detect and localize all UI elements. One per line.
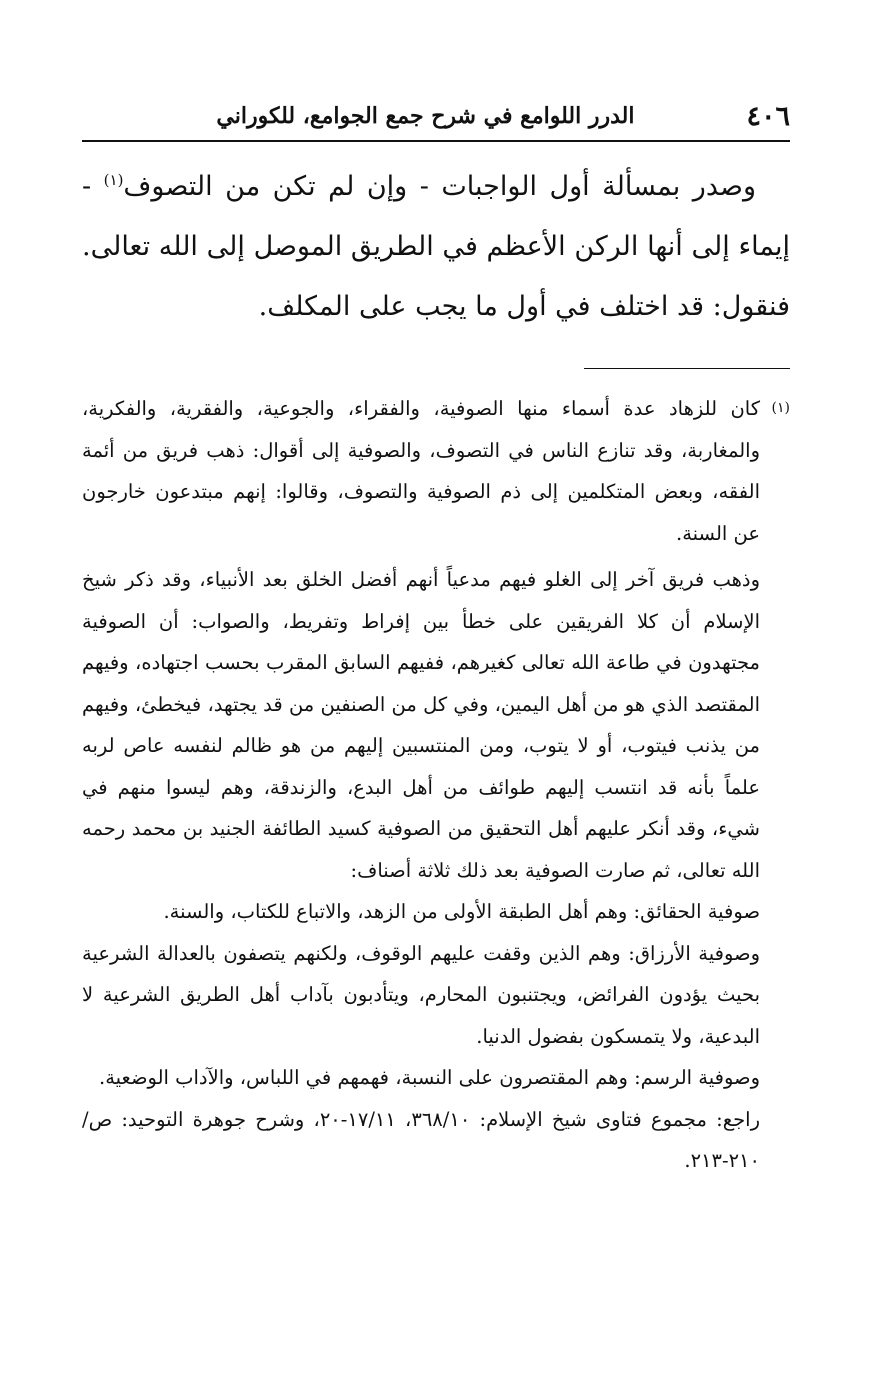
footnote-marker: (١) <box>103 171 124 189</box>
footnotes <box>82 388 790 1182</box>
footnote-paragraph <box>82 891 790 933</box>
footnote-rule <box>584 368 790 369</box>
main-paragraph <box>82 157 790 337</box>
footnote-text: كان للزهاد عدة أسماء منها الصوفية، والفقراء، والجوعية، والفقرية، والفكرية، والمغاربة، وقد تنازع الناس في التصوف، والصوفية إلى أقوال: ذهب فريق من أئمة الفقه، وبعض المتكلمين إلى ذم الصوفية والتصوف، وقالوا: إنهم مبتدعون خارجون عن السنة. <box>82 397 760 545</box>
footnote-text: وذهب فريق آخر إلى الغلو فيهم مدعياً أنهم أفضل الخلق بعد الأنبياء، وقد ذكر شيخ الإسلام أن كلا الفريقين على خطأ بين إفراط وتفريط، والصواب: أن الصوفية مجتهدون في طاعة الله تعالى كغيرهم، ففيهم السابق المقرب بحسب اجتهاده، وفيهم المقتصد الذي هو من أهل اليمين، وفي كل من الصنفين من قد يجتهد، فيخطئ، وفيهم من يذنب فيتوب، أو لا يتوب، ومن المنتسبين إليهم من هو ظالم لنفسه عاص لربه علماً بأنه قد انتسب إليهم طوائف من أهل البدع، والزندقة، وهم ليسوا منهم في شيء، وقد أنكر عليهم أهل التحقيق من الصوفية كسيد الطائفة الجنيد بن محمد رحمه الله تعالى، ثم صارت الصوفية بعد ذلك ثلاثة أصناف: <box>82 568 760 882</box>
main-text <box>82 157 790 337</box>
footnote-paragraph <box>82 1057 790 1099</box>
footnote-paragraph <box>82 933 790 1058</box>
footnote-number: (١) <box>771 400 790 416</box>
footnote-text: صوفية الحقائق: وهم أهل الطبقة الأولى من الزهد، والاتباع للكتاب، والسنة. <box>163 900 760 923</box>
page-header <box>82 96 790 136</box>
footnote-text: راجع: مجموع فتاوى شيخ الإسلام: ٣٦٨/١٠، ١٧/١١-٢٠، وشرح جوهرة التوحيد: ص/٢١٠-٢١٣. <box>82 1107 760 1172</box>
footnote-text: وصوفية الأرزاق: وهم الذين وقفت عليهم الوقوف، ولكنهم يتصفون بالعدالة الشرعية بحيث يؤدون الفرائض، ويجتنبون المحارم، ويتأدبون بآداب أهل الطريق الشرعية لا البدعية، ولا يتمسكون بفضول الدنيا. <box>82 941 760 1048</box>
footnote-paragraph <box>82 388 790 554</box>
running-title: الدرر اللوامع في شرح جمع الجوامع، للكوراني <box>216 103 635 129</box>
footnote-paragraph <box>82 559 790 891</box>
footnote-text: وصوفية الرسم: وهم المقتصرون على النسبة، فهمهم في اللباس، والآداب الوضعية. <box>99 1066 760 1089</box>
page-number: ٤٠٦ <box>746 100 790 132</box>
header-rule <box>82 140 790 142</box>
main-text-start: وصدر بمسألة أول الواجبات - وإن لم تكن من التصوف <box>123 171 756 202</box>
main-text-end: - إيماء إلى أنها الركن الأعظم في الطريق الموصل إلى الله تعالى. فنقول: قد اختلف في أول ما يجب على المكلف. <box>82 171 790 322</box>
footnote-paragraph <box>82 1099 790 1182</box>
